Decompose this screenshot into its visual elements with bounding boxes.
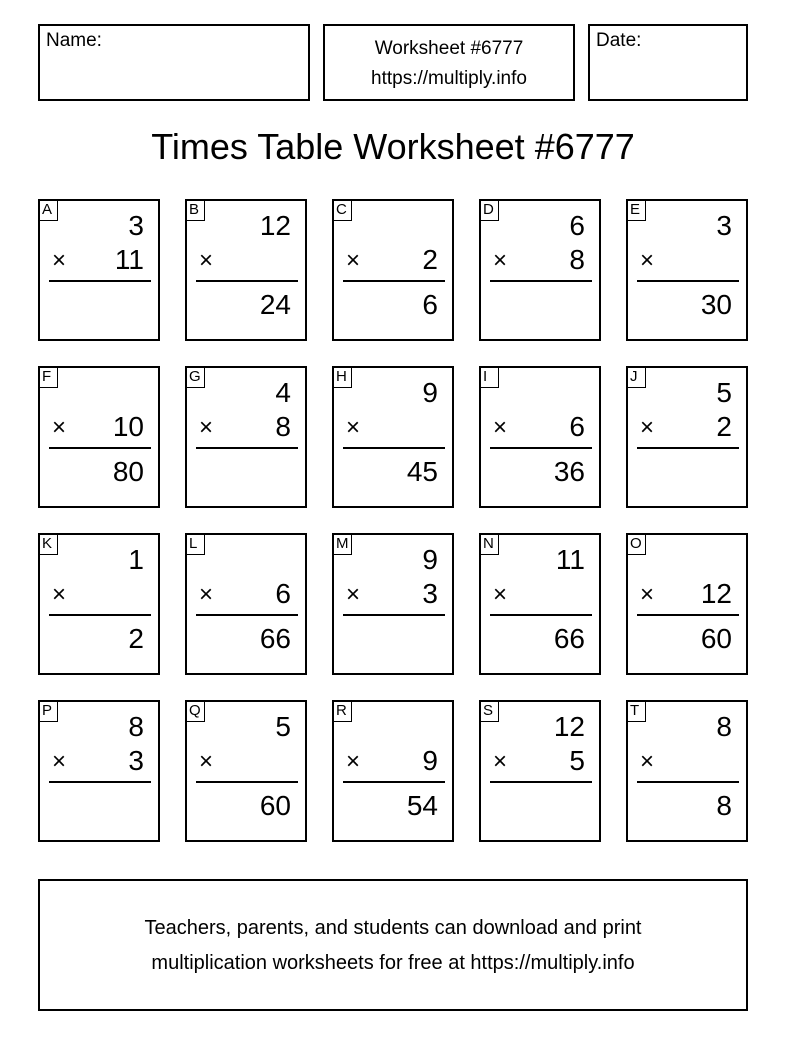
problem-letter: L bbox=[187, 535, 205, 555]
problem-box-o bbox=[626, 533, 748, 675]
worksheet-url: https://multiply.info bbox=[371, 68, 527, 89]
multiplicand: 5 bbox=[716, 377, 732, 408]
multiplier: 11 bbox=[114, 244, 144, 275]
times-sign: × bbox=[346, 414, 361, 441]
multiplier: 2 bbox=[422, 244, 438, 275]
times-sign: × bbox=[199, 414, 214, 441]
multiplicand: 9 bbox=[422, 377, 438, 408]
problem-box-m bbox=[332, 533, 454, 675]
problem-letter: B bbox=[187, 201, 205, 221]
answer-rule bbox=[196, 614, 298, 616]
problem-letter: Q bbox=[187, 702, 205, 722]
problem-letter: A bbox=[40, 201, 58, 221]
answer-rule bbox=[637, 447, 739, 449]
problem-box-h bbox=[332, 366, 454, 508]
times-sign: × bbox=[640, 414, 655, 441]
times-sign: × bbox=[52, 414, 67, 441]
answer-rule bbox=[343, 280, 445, 282]
multiplier: 2 bbox=[716, 411, 732, 442]
problem-box-n bbox=[479, 533, 601, 675]
product: 80 bbox=[112, 456, 144, 487]
problem-box-e bbox=[626, 199, 748, 341]
problem-letter: J bbox=[628, 368, 646, 388]
multiplier: 3 bbox=[422, 578, 438, 609]
problem-letter: G bbox=[187, 368, 205, 388]
problem-box-r bbox=[332, 700, 454, 842]
problem-box-d bbox=[479, 199, 601, 341]
multiplicand: 12 bbox=[553, 711, 585, 742]
multiplier: 5 bbox=[569, 745, 585, 776]
problem-letter: P bbox=[40, 702, 58, 722]
worksheet-info-box bbox=[323, 24, 575, 101]
times-sign: × bbox=[52, 247, 67, 274]
times-sign: × bbox=[52, 581, 67, 608]
product: 66 bbox=[259, 623, 291, 654]
answer-rule bbox=[490, 614, 592, 616]
problem-box-c bbox=[332, 199, 454, 341]
problem-box-g bbox=[185, 366, 307, 508]
product: 6 bbox=[422, 289, 438, 320]
problem-letter: T bbox=[628, 702, 646, 722]
problem-box-a bbox=[38, 199, 160, 341]
multiplier: 9 bbox=[422, 745, 438, 776]
problem-letter: E bbox=[628, 201, 646, 221]
multiplier: 6 bbox=[275, 578, 291, 609]
answer-rule bbox=[49, 447, 151, 449]
problem-letter: I bbox=[481, 368, 499, 388]
problem-letter: R bbox=[334, 702, 352, 722]
date-label: Date: bbox=[596, 30, 642, 51]
multiplier: 8 bbox=[275, 411, 291, 442]
product: 66 bbox=[553, 623, 585, 654]
answer-rule bbox=[490, 781, 592, 783]
times-sign: × bbox=[199, 247, 214, 274]
multiplier: 8 bbox=[569, 244, 585, 275]
problem-box-j bbox=[626, 366, 748, 508]
multiplicand: 3 bbox=[128, 210, 144, 241]
answer-rule bbox=[49, 781, 151, 783]
problem-box-t bbox=[626, 700, 748, 842]
answer-rule bbox=[343, 447, 445, 449]
problem-box-k bbox=[38, 533, 160, 675]
problem-letter: O bbox=[628, 535, 646, 555]
answer-rule bbox=[637, 781, 739, 783]
worksheet-number: Worksheet #6777 bbox=[374, 38, 524, 59]
multiplicand: 1 bbox=[128, 544, 144, 575]
multiplicand: 8 bbox=[716, 711, 732, 742]
times-sign: × bbox=[346, 247, 361, 274]
multiplicand: 4 bbox=[275, 377, 291, 408]
problem-letter: K bbox=[40, 535, 58, 555]
problem-letter: N bbox=[481, 535, 499, 555]
multiplicand: 9 bbox=[422, 544, 438, 575]
times-sign: × bbox=[493, 581, 508, 608]
times-sign: × bbox=[52, 748, 67, 775]
product: 36 bbox=[553, 456, 585, 487]
multiplicand: 11 bbox=[555, 544, 585, 575]
answer-rule bbox=[637, 280, 739, 282]
times-sign: × bbox=[199, 748, 214, 775]
problem-box-s bbox=[479, 700, 601, 842]
problem-box-p bbox=[38, 700, 160, 842]
answer-rule bbox=[343, 781, 445, 783]
problem-box-q bbox=[185, 700, 307, 842]
multiplicand: 6 bbox=[569, 210, 585, 241]
product: 8 bbox=[716, 790, 732, 821]
problem-letter: F bbox=[40, 368, 58, 388]
problem-box-f bbox=[38, 366, 160, 508]
answer-rule bbox=[343, 614, 445, 616]
multiplicand: 12 bbox=[259, 210, 291, 241]
product: 24 bbox=[259, 289, 291, 320]
times-sign: × bbox=[493, 748, 508, 775]
problem-letter: S bbox=[481, 702, 499, 722]
times-sign: × bbox=[199, 581, 214, 608]
multiplier: 6 bbox=[569, 411, 585, 442]
name-label: Name: bbox=[46, 30, 102, 51]
answer-rule bbox=[49, 280, 151, 282]
times-sign: × bbox=[346, 748, 361, 775]
problem-letter: D bbox=[481, 201, 499, 221]
multiplier: 12 bbox=[700, 578, 732, 609]
times-sign: × bbox=[640, 748, 655, 775]
problem-letter: M bbox=[334, 535, 352, 555]
product: 45 bbox=[406, 456, 438, 487]
product: 60 bbox=[700, 623, 732, 654]
problem-box-l bbox=[185, 533, 307, 675]
answer-rule bbox=[196, 280, 298, 282]
answer-rule bbox=[637, 614, 739, 616]
times-sign: × bbox=[493, 414, 508, 441]
footer-box bbox=[38, 879, 748, 1011]
times-sign: × bbox=[493, 247, 508, 274]
answer-rule bbox=[196, 447, 298, 449]
product: 60 bbox=[259, 790, 291, 821]
footer-line-2: multiplication worksheets for free at https://multiply.info bbox=[151, 952, 635, 974]
multiplicand: 3 bbox=[716, 210, 732, 241]
product: 30 bbox=[700, 289, 732, 320]
answer-rule bbox=[196, 781, 298, 783]
multiplier: 3 bbox=[128, 745, 144, 776]
answer-rule bbox=[49, 614, 151, 616]
footer-line-1: Teachers, parents, and students can download and print bbox=[144, 917, 642, 939]
times-sign: × bbox=[346, 581, 361, 608]
problem-letter: C bbox=[334, 201, 352, 221]
answer-rule bbox=[490, 447, 592, 449]
times-sign: × bbox=[640, 581, 655, 608]
page-title: Times Table Worksheet #6777 bbox=[151, 126, 635, 167]
multiplicand: 8 bbox=[128, 711, 144, 742]
product: 2 bbox=[128, 623, 144, 654]
name-field-box[interactable] bbox=[38, 24, 310, 101]
answer-rule bbox=[490, 280, 592, 282]
problem-box-i bbox=[479, 366, 601, 508]
times-sign: × bbox=[640, 247, 655, 274]
multiplicand: 5 bbox=[275, 711, 291, 742]
date-field-box[interactable] bbox=[588, 24, 748, 101]
problem-letter: H bbox=[334, 368, 352, 388]
problem-box-b bbox=[185, 199, 307, 341]
multiplier: 10 bbox=[112, 411, 144, 442]
product: 54 bbox=[406, 790, 438, 821]
